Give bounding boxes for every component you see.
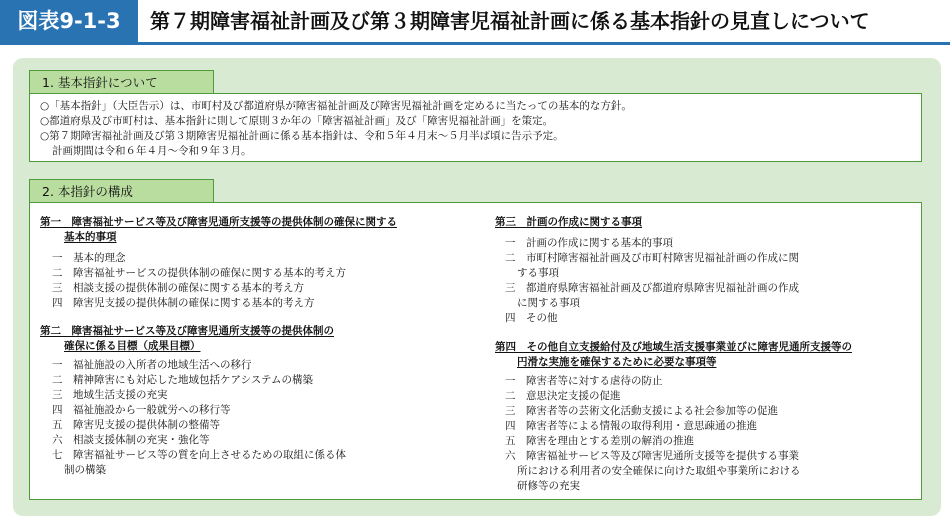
list-item: 七 障害福祉サービス等の質を向上させるための取組に係る体 [52, 449, 346, 461]
list-item: する事項 [517, 267, 559, 279]
list-item: 五 障害を理由とする差別の解消の推進 [505, 435, 694, 447]
section1-line: ○第７期障害福祉計画及び第３期障害児福祉計画に係る基本指針は、令和５年４月末〜５月半ば頃に告示予定。 [40, 130, 564, 142]
list-item: 四 障害者等による情報の取得利用・意思疎通の推進 [505, 420, 757, 432]
list-item: 制の構築 [64, 464, 106, 476]
list-item: 三 地域生活支援の充実 [52, 389, 168, 401]
list-item: 四 障害児支援の提供体制の確保に関する基本的考え方 [52, 297, 315, 309]
part3-heading: 第三 計画の作成に関する事項 [495, 216, 642, 228]
list-item: 一 基本的理念 [52, 252, 126, 264]
list-item: 研修等の充実 [517, 480, 580, 492]
part4-heading: 第四 その他自立支援給付及び地域生活支援事業並びに障害児通所支援等の [495, 341, 852, 353]
list-item: 一 計画の作成に関する基本的事項 [505, 237, 673, 249]
list-item: 一 福祉施設の入所者の地域生活への移行 [52, 359, 252, 371]
list-item: に関する事項 [517, 297, 580, 309]
part4-heading: 円滑な実施を確保するために必要な事項等 [517, 356, 717, 368]
part1-heading: 第一 障害福祉サービス等及び障害児通所支援等の提供体制の確保に関する [40, 216, 397, 228]
list-item: 二 障害福祉サービスの提供体制の確保に関する基本的考え方 [52, 267, 346, 279]
part2-heading: 第二 障害福祉サービス等及び障害児通所支援等の提供体制の [40, 325, 334, 337]
list-item: 六 障害福祉サービス等及び障害児通所支援等を提供する事業 [505, 450, 799, 462]
figure-label: 図表9-1-3 [0, 0, 138, 42]
list-item: 四 福祉施設から一般就労への移行等 [52, 404, 231, 416]
list-item: 五 障害児支援の提供体制の整備等 [52, 419, 220, 431]
list-item: 三 障害者等の芸術文化活動支援による社会参加等の促進 [505, 405, 778, 417]
list-item: 二 意思決定支援の促進 [505, 390, 621, 402]
list-item: 二 市町村障害福祉計画及び市町村障害児福祉計画の作成に関 [505, 252, 799, 264]
section2-tab: 2. 本指針の構成 [29, 179, 214, 203]
figure-title: 第７期障害福祉計画及び第３期障害児福祉計画に係る基本指針の見直しについて [150, 9, 870, 33]
section1-tab: 1. 基本指針について [29, 70, 214, 94]
section2-box [29, 202, 922, 500]
list-item: 三 都道府県障害福祉計画及び都道府県障害児福祉計画の作成 [505, 282, 799, 294]
list-item: 六 相談支援体制の充実・強化等 [52, 434, 210, 446]
section1-line: 計画期間は令和６年４月〜令和９年３月。 [52, 145, 252, 157]
figure-header [0, 0, 950, 44]
list-item: 三 相談支援の提供体制の確保に関する基本的考え方 [52, 282, 304, 294]
section1-line: ○都道府県及び市町村は、基本指針に則して原則３か年の「障害福祉計画」及び「障害児福祉計画」を策定。 [40, 115, 554, 127]
list-item: 四 その他 [505, 312, 558, 324]
section1-box [29, 93, 922, 162]
section1-line: ○「基本指針」（大臣告示）は、市町村及び都道府県が障害福祉計画及び障害児福祉計画を定めるに当たっての基本的な方針。 [40, 100, 632, 112]
part1-heading: 基本的事項 [64, 231, 117, 243]
list-item: 二 精神障害にも対応した地域包括ケアシステムの構築 [52, 374, 314, 386]
part2-heading: 確保に係る目標（成果目標） [64, 340, 201, 352]
list-item: 一 障害者等に対する虐待の防止 [505, 375, 663, 387]
header-rule [0, 42, 950, 45]
list-item: 所における利用者の安全確保に向けた取組や事業所における [517, 465, 801, 477]
